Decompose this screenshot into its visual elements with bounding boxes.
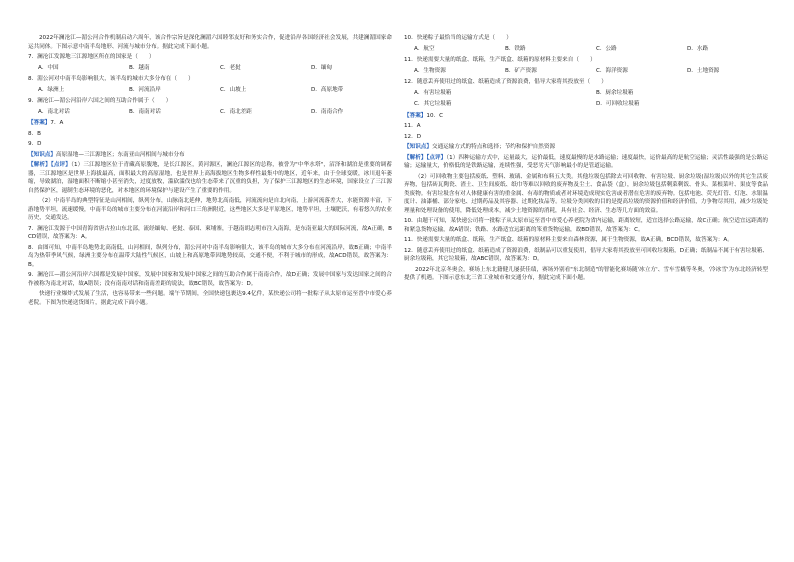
option: A．航空 xyxy=(414,45,435,52)
option: A．中国 xyxy=(38,64,59,71)
explanation-10: 10．由题干可知，某快递公司将一批粽子从太原市运至晋中市爱心养老院为省内运输，距离较短，适宜选择公路运输，故C正确；航空适宜远距离的和紧急货物运输，故A错误；铁路、水路适宜远距离的笨重货物运输，故BD错误，故答案为：C。 xyxy=(404,218,768,233)
option: A．生物资源 xyxy=(414,67,446,74)
option: B．南南对话 xyxy=(129,108,161,115)
explanation-8: 8．由图可知，中南半岛地势北高南低，山河相间，纵列分布，湄公河对中南半岛影响很大，该半岛的城市大多分布在河流沿岸，故B正确；中南半岛为热带季风气候，绿洲主要分布在温带大陆性气候区，山坡上和高原地带因地势较高，交通不便，不利于城市的形成，故ACD错误，故答案为：B。 xyxy=(28,244,392,268)
option: A．南北对话 xyxy=(38,108,70,115)
answer-7: 7．A xyxy=(50,120,64,126)
question-11: 11．快递需要大量的纸盒、纸箱，生产纸盒、纸箱的原材料主要来自（ ） xyxy=(404,57,596,63)
answer-9: 9．D xyxy=(28,141,42,147)
option: D．南南合作 xyxy=(311,108,344,115)
answer-block xyxy=(28,119,392,128)
option: B．厨余垃圾箱 xyxy=(596,89,634,96)
analysis-label: 【解析】 xyxy=(404,154,427,161)
knowledge-point xyxy=(404,143,768,152)
analysis-1-text: （1）三江源地区位于青藏高原腹地，是长江源区，黄河源区，澜沧江源区的总称，被誉为"中华水塔"，沼泽和湖泊是重要的调蓄器，三江源地区是世界上海拔最高，面积最大的高原湿地，也是世界上高海拔地区生物多样性最集中的地区，近年来，由于全球变暖，冰川退年萎缩，导致湖泊，湿地面积不断缩小甚至消失，过度放牧，滥砍滥伐也给生态带来了沉重的负担，为了保护三江源地区的生态环境，国家设立了三江源自然保护区，遏制生态环境的恶化，对本地区的环境保护与建设产生了重要的作用。 xyxy=(28,162,392,194)
answer-label: 【答案】 xyxy=(404,112,427,119)
option: C．老挝 xyxy=(220,64,241,71)
question-10-options xyxy=(404,45,768,54)
question-12-options-row2 xyxy=(404,100,768,109)
option: C．公路 xyxy=(596,45,617,52)
option: C．南北差距 xyxy=(220,108,252,115)
question-9: 9．澜沧江—湄公河沿岸六国之间的互助合作属于（ ） xyxy=(28,98,172,104)
option: D．土地资源 xyxy=(687,67,720,74)
question-8: 8．湄公河对中南半岛影响很大，该半岛的城市大多分布在（ ） xyxy=(28,76,194,82)
question-12: 12．随意丢弃使用过的纸盒、纸箱造成了资源浪费，倡导大家将其投放至（ ） xyxy=(404,79,607,85)
option: B．铁路 xyxy=(505,45,526,52)
question-7-options xyxy=(28,64,392,73)
option: D．缅甸 xyxy=(311,64,333,71)
analysis-label: 【解析】 xyxy=(28,162,51,168)
option: D．水路 xyxy=(687,45,709,52)
answer-12: 12．D xyxy=(404,133,422,140)
answer-8: 8．B xyxy=(28,130,41,137)
explanation-12: 12．随意丢弃使用过的纸盒、纸箱造成了资源浪费，纸制品可以重复使用，倡导大家将其投放至可回收垃圾箱，D正确；纸制品不属于有害垃圾箱、厨余垃圾箱，其它垃圾箱，故ABC错误，故答案为：D。 xyxy=(404,247,768,262)
knowledge-label: 【知识点】 xyxy=(28,151,56,158)
question-9-options xyxy=(28,108,392,117)
answer-label: 【答案】 xyxy=(28,120,51,126)
option: B．矿产资源 xyxy=(505,67,537,74)
knowledge-text: 高原湿地—三江源地区；东南亚山河相间与城市分布 xyxy=(55,151,185,158)
knowledge-label: 【知识点】 xyxy=(404,144,432,150)
option: C．海洋资源 xyxy=(596,67,628,74)
explanation-11: 11．快递需要大量的纸盒、纸箱，生产纸盒、纸箱的原材料主要来自森林资源，属于生物资源，故A正确，BCD错误，故答案为：A。 xyxy=(404,237,733,243)
explanation-7: 7．澜沧江发源于中国青海省唐古拉山东北部，流经缅甸、老挝、泰国、柬埔寨，于越南胡志明市注入南海，是东南亚最大的国际河流，故A正确，BCD错误，故答案为：A。 xyxy=(28,225,392,240)
analysis-1 xyxy=(404,154,768,171)
analysis-2: （2）可回收物主要包括废纸、塑料、玻璃、金属和布料五大类。其他垃圾包括除去可回收物、有害垃圾、厨余垃圾(湿垃圾)以外的其它生活废弃物，包括砖瓦陶瓷、渣土、卫生间废纸、纸巾等难以回收的废弃物及尘土、食品袋（盒），厨余垃圾包括剩菜剩饭、骨头、菜根菜叶、果皮等食品类废物。有害垃圾含有对人体健康有害的重金属、有毒的物质或者对环境造成现实危害或者潜在危害的废弃物。包括电池、荧光灯管、灯泡、水银温度计、油漆桶、部分家电、过期药品及其容器、过期化妆品等。垃圾分类回收的目的是提高垃圾的资源价值和经济价值，力争物尽其用，减少垃圾处理量和处理设备的使用，降低处理成本，减少土地资源的消耗，具有社会、经济、生态等几方面的效益。 xyxy=(404,173,768,214)
question-11-options xyxy=(404,67,768,76)
passage-intro-3: 2022年北京冬奥会，赛场上东北籍健儿屡获佳绩，赛场外别看"东北制造"的智能化赛场随'冰立方'、雪车雪橇等冬奥，'冷冰雪'为东北经济转型提供了机遇。下图示意东北三省工业城市和交通分布，据此完成下面小题。 xyxy=(404,266,768,281)
passage-intro: 2022年澜沧江—湄公河合作机制启动六周年，该合作宗旨是深化澜湄六国睦邻友好和务实合作，促进沿岸各国经济社会发展，共建澜湄国家命运共同体。下图示意中南半岛地形、河流与城市分布。据此完成下面小题。 xyxy=(28,35,392,50)
comment-label: 【点评】 xyxy=(50,162,72,168)
option: A．绿洲上 xyxy=(38,86,65,93)
analysis-2: （2）中南半岛的典型特征是山河相间，纵列分布，山脉南北延伸，地势北高南低，河流流向是自北向南，上游河流落差大，水能资源丰富，下游地势平坦，流速缓慢，中南半岛的城市主要分布在河流沿岸和河口三角洲附近，这些地区大多是平原地区，地势平坦，土壤肥沃，有着悠久的农业历史，交通发达。 xyxy=(28,198,392,221)
analysis-1 xyxy=(28,161,392,195)
option: C．其它垃圾箱 xyxy=(414,101,452,107)
answer-block xyxy=(404,112,768,121)
question-8-options xyxy=(28,86,392,95)
answer-10: 10．C xyxy=(426,112,444,119)
passage-intro-2: 快递行业爆炸式发展了生活，也容易带来一些问题。端午节期间，全国快递包裹达9.4亿件，某快递公司将一批粽子从太原市运至晋中市爱心养老院。下图为快递送货图片，据此完成下面小题。 xyxy=(28,291,392,306)
option: B．越南 xyxy=(129,64,150,71)
comment-label: 【点评】 xyxy=(426,154,447,161)
right-column xyxy=(404,34,768,285)
option: C．山坡上 xyxy=(220,86,247,93)
explanation-9: 9．澜沧江—湄公河沿岸六国都是发展中国家，发展中国家和发展中国家之间的互助合作属于南南合作，故D正确；发展中国家与发达国家之间的合作被称为南北对话，故A错误；没有南南对话和南南差距的说法，故BC错误，故答案为：D。 xyxy=(28,272,392,287)
option: B．河流沿岸 xyxy=(129,86,161,93)
answer-11: 11．A xyxy=(404,123,421,129)
analysis-1-text: （1）四种运输方式中，运量最大，运价最低，速度最慢的是水路运输；速度最快，运价最高的是航空运输；灵活性最强的是公路运输；运输量大，价格低的是铁路运输，连续性强，受恶劣天气影响最小的是管道运输。 xyxy=(404,154,768,169)
option: D．高原地带 xyxy=(311,86,344,93)
option: D．可回收垃圾箱 xyxy=(596,101,640,107)
knowledge-point xyxy=(28,151,392,160)
question-10: 10．快递粽子最恰当的运输方式是（ ） xyxy=(404,35,512,41)
question-7: 7．澜沧江发源地三江源地区所在的国家是（ ） xyxy=(28,54,155,60)
option: A．有害垃圾箱 xyxy=(414,89,452,96)
knowledge-text: 交通运输方式的特点和选择；节约和保护自然资源 xyxy=(431,144,556,150)
left-column xyxy=(28,34,392,309)
question-12-options-row1 xyxy=(404,89,768,98)
